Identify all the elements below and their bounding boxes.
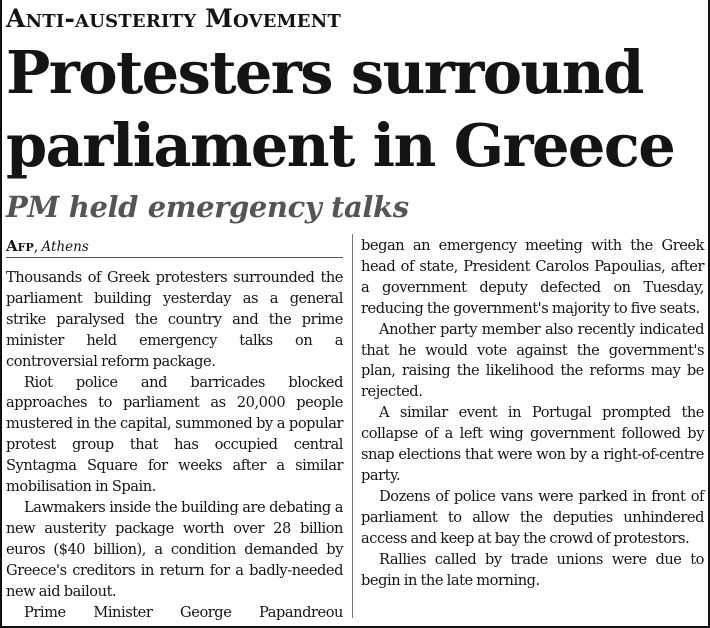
- column-divider: [352, 234, 353, 618]
- body-paragraph: Thousands of Greek protesters surrounded the parliament building yesterday as a general strike paralysed the country and the prime minister held emergency talks on a controversial reform package.: [6, 269, 343, 370]
- article-column-2: [361, 236, 704, 591]
- body-paragraph: Another party member also recently indicated that he would vote against the government's plan, raising the likelihood the reforms may be rejected.: [361, 320, 704, 401]
- body-paragraph: Rallies called by trade unions were due to begin in the late morning.: [361, 550, 704, 589]
- byline-location: Athens: [41, 239, 89, 255]
- section-kicker: Anti-austerity Movement: [6, 4, 341, 33]
- body-paragraph: A similar event in Portugal prompted the collapse of a left wing government followed by snap elections that were won by a right-of-centre party.: [361, 404, 704, 484]
- body-paragraph: Dozens of police vans were parked in front of parliament to allow the deputies unhindered access and keep at bay the crowd of protestors.: [361, 487, 704, 547]
- byline-agency: Afp: [6, 237, 34, 255]
- byline: [6, 236, 343, 258]
- body-paragraph: Lawmakers inside the building are debating a new austerity package worth over 28 billion euros ($40 billion), a condition demanded by Greece's creditors in return for a badly-needed new aid bailout.: [6, 498, 343, 600]
- article-column-1: [6, 236, 343, 623]
- headline: [6, 36, 674, 182]
- subheadline: PM held emergency talks: [6, 190, 409, 224]
- body-paragraph: began an emergency meeting with the Greek head of state, President Carolos Papoulias, after a government deputy defected on Tuesday, reducing the government's majority to five seats.: [361, 237, 704, 317]
- body-paragraph: Prime Minister George Papandreou: [24, 603, 343, 621]
- headline-line-1: Protesters surround: [6, 38, 643, 107]
- byline-separator: ,: [33, 238, 38, 255]
- headline-line-2: parliament in Greece: [6, 111, 675, 180]
- body-paragraph: Riot police and barricades blocked approaches to parliament as 20,000 people mustered in the capital, summoned by a popular protest group that has occupied central Syntagma Square for weeks after a similar mobilisation in Spain.: [6, 373, 343, 496]
